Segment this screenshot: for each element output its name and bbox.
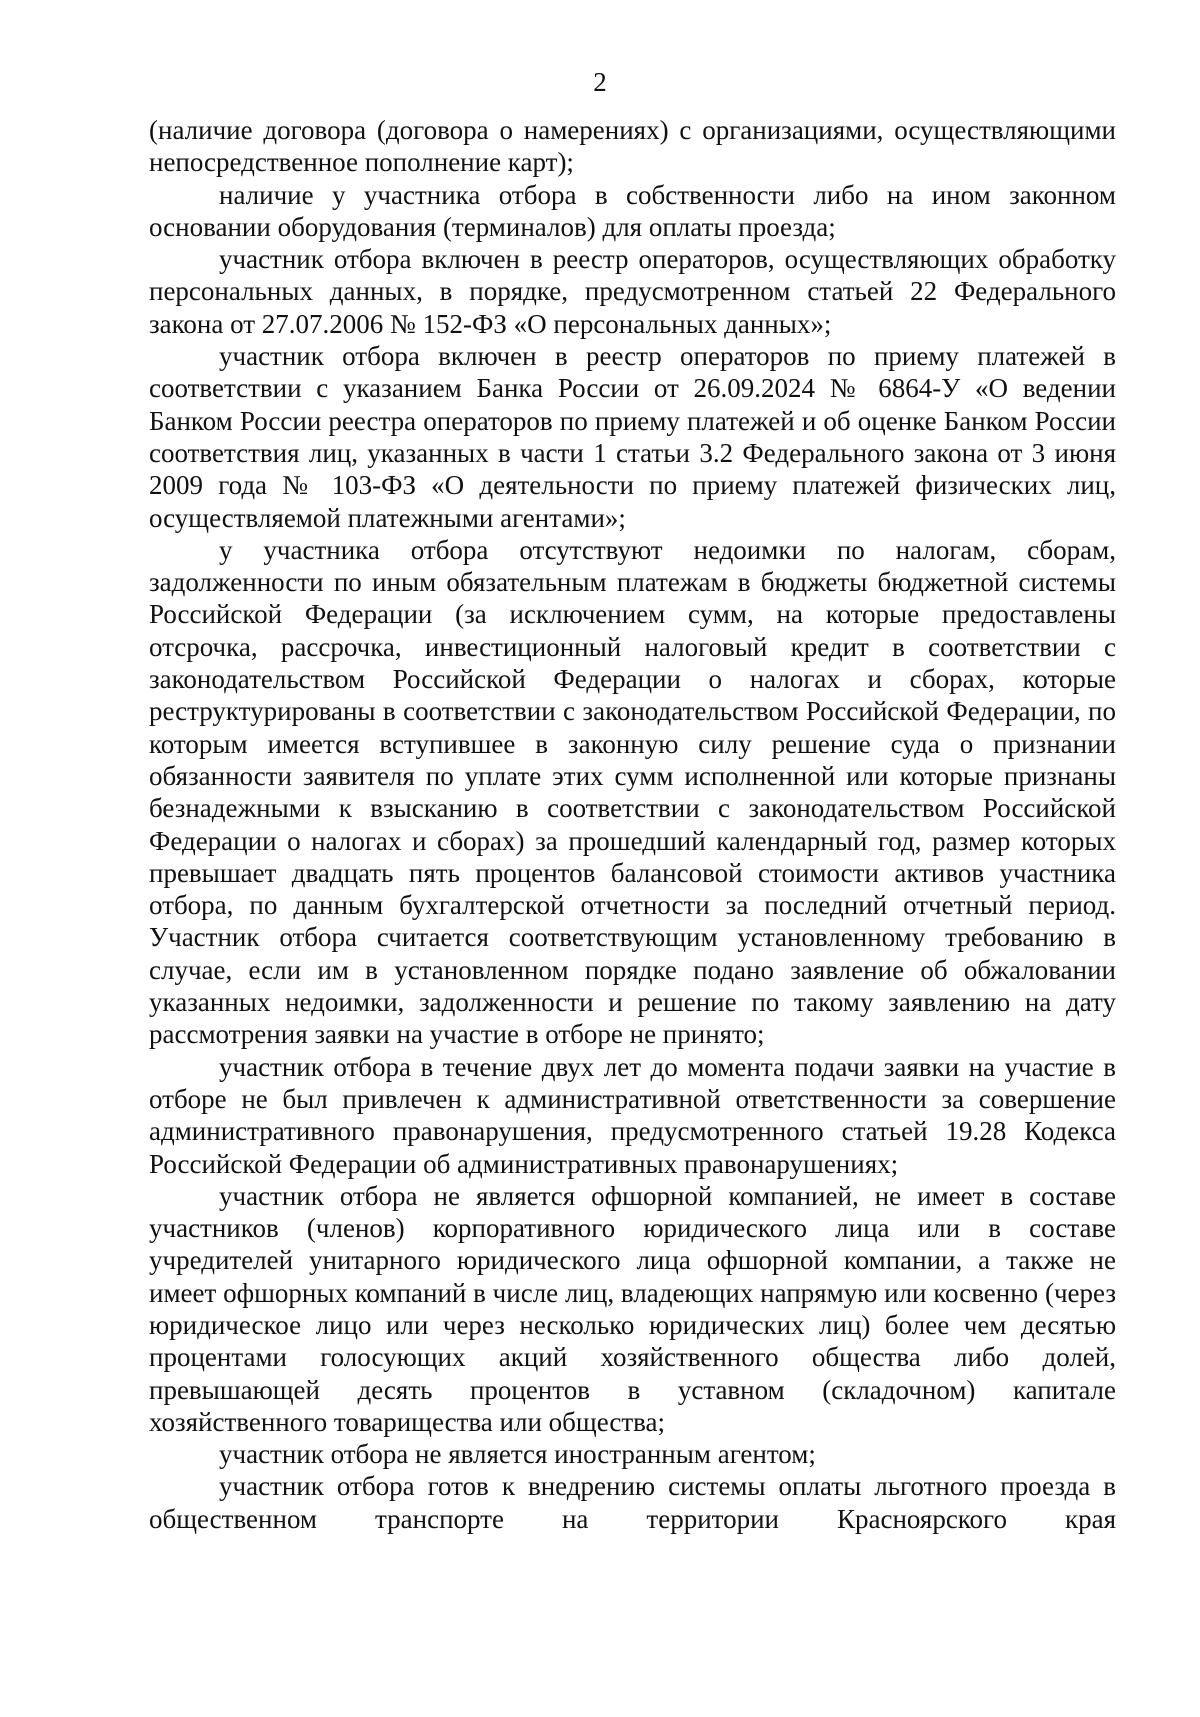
document-body bbox=[149, 114, 1116, 1535]
page-number: 2 bbox=[593, 67, 607, 97]
paragraph-payment-terminals: наличие у участника отбора в собственности либо на ином законном основании оборудования (терминалов) для оплаты проезда; bbox=[149, 179, 1116, 242]
paragraph-foreign-agent: участник отбора не является иностранным агентом; bbox=[219, 1439, 816, 1470]
paragraph-card-replenishment: (наличие договора (договора о намерениях) с организациями, осуществляющими непосредственное пополнение карт); bbox=[149, 115, 1116, 178]
paragraph-fare-system-readiness: участник отбора готов к внедрению системы оплаты льготного проезда в общественном транспорте на территории Красноярского края bbox=[149, 1471, 1116, 1534]
paragraph-personal-data-registry: участник отбора включен в реестр операторов, осуществляющих обработку персональных данных, в порядке, предусмотренном статьей 22 Федерального закона от 27.07.2006 № 152-ФЗ «О персональных данных»; bbox=[149, 244, 1116, 339]
paragraph-payment-operators-registry: участник отбора включен в реестр операторов по приему платежей в соответствии с указанием Банка России от 26.09.2024 № 6864-У «О ведении Банком России реестра операторов по приему платежей и об оценке Банком России соответствия лиц, указанных в части 1 статьи 3.2 Федерального закона от 3 июня 2009 года № 103-ФЗ «О деятельности по приему платежей физических лиц, осуществляемой платежными агентами»; bbox=[149, 341, 1116, 533]
paragraph-administrative-liability: участник отбора в течение двух лет до момента подачи заявки на участие в отборе не был привлечен к административной ответственности за совершение административного правонарушения, предусмотренного статьей 19.28 Кодекса Российской Федерации об административных правонарушениях; bbox=[149, 1051, 1116, 1179]
paragraph-tax-arrears: у участника отбора отсутствуют недоимки по налогам, сборам, задолженности по иным обязательным платежам в бюджеты бюджетной системы Российской Федерации (за исключением сумм, на которые предоставлены отсрочка, рассрочка, инвестиционный налоговый кредит в соответствии с законодательством Российской Федерации о налогах и сборах, которые реструктурированы в соответствии с законодательством Российской Федерации, по которым имеется вступившее в законную силу решение суда о признании обязанности заявителя по уплате этих сумм исполненной или которые признаны безнадежными к взысканию в соответствии с законодательством Российской Федерации о налогах и сборах) за прошедший календарный год, размер которых превышает двадцать пять процентов балансовой стоимости активов участника отбора, по данным бухгалтерской отчетности за последний отчетный период. Участник отбора считается соответствующим установленному требованию в случае, если им в установленном порядке подано заявление об обжаловании указанных недоимки, задолженности и решение по такому заявлению на дату рассмотрения заявки на участие в отборе не принято; bbox=[149, 534, 1116, 1050]
paragraph-offshore-company: участник отбора не является офшорной компанией, не имеет в составе участников (членов) корпоративного юридического лица или в составе учредителей унитарного юридического лица офшорной компании, а также не имеет офшорных компаний в числе лиц, владеющих напрямую или косвенно (через юридическое лицо или через несколько юридических лиц) более чем десятью процентами голосующих акций хозяйственного общества либо долей, превышающей десять процентов в уставном (складочном) капитале хозяйственного товарищества или общества; bbox=[149, 1180, 1116, 1437]
